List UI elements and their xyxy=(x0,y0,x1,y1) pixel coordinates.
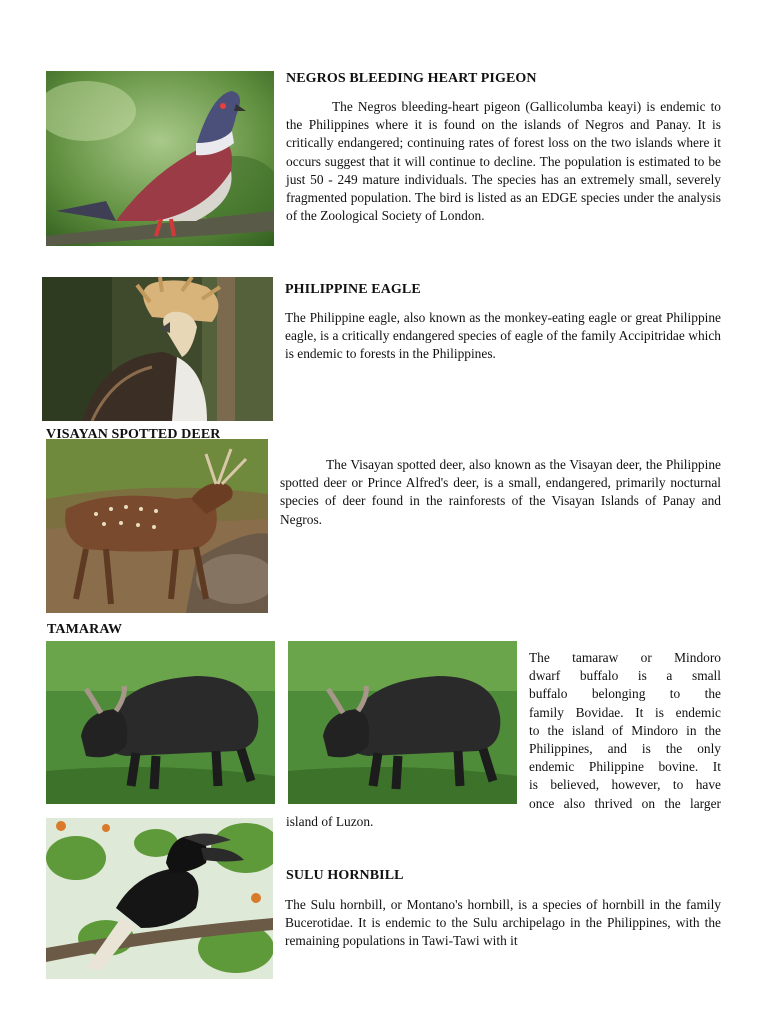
body-line: endemic Philippine bovine. It xyxy=(529,759,721,775)
section-heading: SULU HORNBILL xyxy=(286,868,404,883)
body-line: dwarf buffalo is a small xyxy=(529,668,721,684)
body-line: to the island of Mindoro in the xyxy=(529,722,721,738)
section-body-last-line: island of Luzon. xyxy=(286,814,374,829)
section-body xyxy=(286,98,721,225)
section-body: The Philippine eagle, also known as the monkey-eating eagle or great Philippine eagle, is a critically endangered species of eagle of the family Accipitridae which is endemic to forests in the Philippines. xyxy=(285,310,721,362)
deer-photo xyxy=(46,439,268,613)
body-line: family Bovidae. It is endemic xyxy=(529,704,721,720)
section-body-text: The Visayan spotted deer, also known as the Visayan deer, the Philippine spotted deer or Prince Alfred's deer, is a small, endangered, primarily nocturnal species of deer found in the rainforests of the Visayan Islands of Panay and Negros. xyxy=(280,457,721,527)
eagle-photo xyxy=(42,277,273,421)
section-heading: NEGROS BLEEDING HEART PIGEON xyxy=(286,71,537,86)
pigeon-photo xyxy=(46,71,274,246)
section-body xyxy=(280,456,721,529)
body-line: Philippines, and is the only xyxy=(529,741,721,757)
section-body xyxy=(529,649,721,813)
section-heading: VISAYAN SPOTTED DEER xyxy=(46,427,221,439)
body-line: once also thrived on the larger xyxy=(529,795,721,811)
body-line: is believed, however, to have xyxy=(529,777,721,793)
body-line: buffalo belonging to the xyxy=(529,686,721,702)
body-line: The tamaraw or Mindoro xyxy=(529,650,721,665)
section-body: The Sulu hornbill, or Montano's hornbill, is a species of hornbill in the family Bucerotidae. It is endemic to the Sulu archipelago in the Philippines, with the remaining populations in Tawi-Tawi with it xyxy=(285,897,721,949)
hornbill-photo xyxy=(46,818,273,979)
tamaraw-photo-right xyxy=(288,641,517,804)
section-heading: TAMARAW xyxy=(47,622,123,637)
section-body-text: The Negros bleeding-heart pigeon (Gallicolumba keayi) is endemic to the Philippines where it is found on the islands of Negros and Panay. It is critically endangered; continuing rates of forest loss on the two islands where it occurs suggest that it will continue to decline. The population is estimated to be just 50 - 249 mature individuals. The species has an extremely small, severely fragmented population. The bird is listed as an EDGE species under the analysis of the Zoological Society of London. xyxy=(286,99,721,224)
section-heading: PHILIPPINE EAGLE xyxy=(285,282,421,297)
tamaraw-photo-left xyxy=(46,641,275,804)
